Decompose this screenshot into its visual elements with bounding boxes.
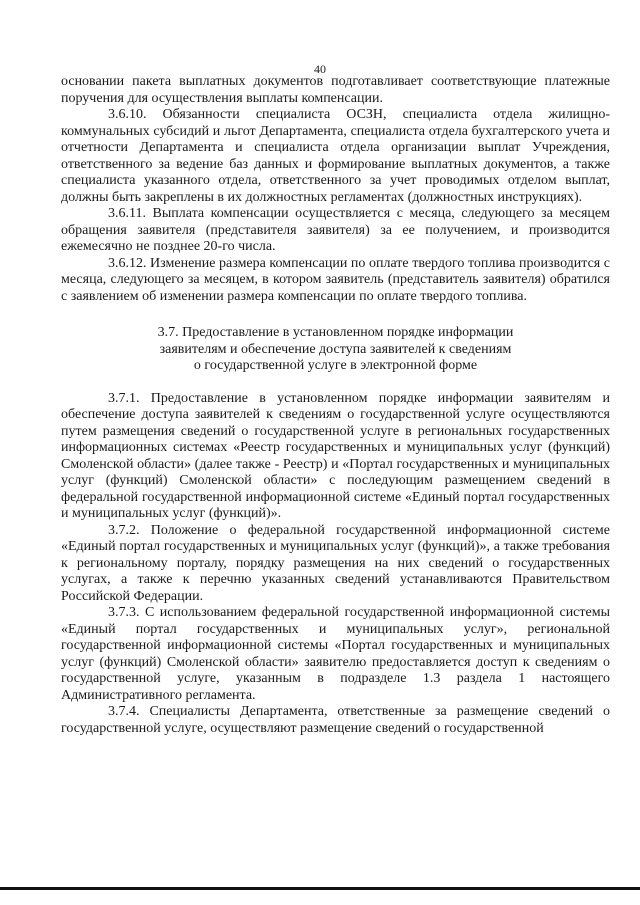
page-number: 40 [314,62,326,76]
paragraph: 3.6.11. Выплата компенсации осуществляется с месяца, следующего за месяцем обращения заявителя (представителя заявителя) за ее получением, и производится ежемесячно не позднее 20-го числа. [61,206,610,254]
paragraph: основании пакета выплатных документов подготавливает соответствующие платежные поручения для осуществления выплаты компенсации. [61,74,610,106]
section-heading [61,325,610,375]
section-heading-line: заявителям и обеспечение доступа заявителей к сведениям [159,341,512,357]
paragraph: 3.6.12. Изменение размера компенсации по оплате твердого топлива производится с месяца, следующего за месяцем, в котором заявитель (представитель заявителя) обратился с заявлением об изменении размера компенсации по оплате твердого топлива. [61,255,610,304]
scan-edge-bar [0,887,640,890]
paragraph: 3.7.2. Положение о федеральной государственной информационной системе «Единый портал государственных и муниципальных услуг (функций)», а также требования к региональному порталу, порядку размещения на них сведений о государственных услугах, а также к перечню указанных сведений устанавливаются Правительством Российской Федерации. [61,522,610,604]
section-heading-line: 3.7. Предоставление в установленном порядке информации [157,325,514,340]
paragraph: 3.7.1. Предоставление в установленном порядке информации заявителям и обеспечение доступа заявителей к сведениям о государственной услуге осуществляются путем размещения сведений о государственной услуге в региональных государственных информационных системах «Реестр государственных и муниципальных услуг (функций) Смоленской области» (далее также - Реестр) и «Портал государственных и муниципальных услуг (функций) Смоленской области» с последующим размещением сведений в федеральной государственной информационной системе «Единый портал государственных и муниципальных услуг (функций)». [61,390,610,521]
paragraph: 3.7.4. Специалисты Департамента, ответственные за размещение сведений о государственной услуге, осуществляют размещение сведений о государственной [61,704,610,736]
section-heading-line: о государственной услуге в электронной форме [193,358,478,373]
paragraph: 3.7.3. С использованием федеральной государственной информационной системы «Единый портал государственных и муниципальных услуг», региональной государственной информационной системы «Портал государственных и муниципальных услуг (функций) Смоленской области» заявителю предоставляется доступ к сведениям о государственной услуге, указанным в подразделе 1.3 раздела 1 настоящего Административного регламента. [61,605,610,703]
document-body [61,74,610,737]
paragraph: 3.6.10. Обязанности специалиста ОСЗН, специалиста отдела жилищно-коммунальных субсидий и льгот Департамента, специалиста отдела бухгалтерского учета и отчетности Департамента и специалиста отдела организации выплат Учреждения, ответственного за ведение баз данных и формирование выплатных документов, а также специалиста указанного отдела, ответственного за учет проводимых отделом выплат, должны быть закреплены в их должностных регламентах (должностных инструкциях). [61,107,610,205]
